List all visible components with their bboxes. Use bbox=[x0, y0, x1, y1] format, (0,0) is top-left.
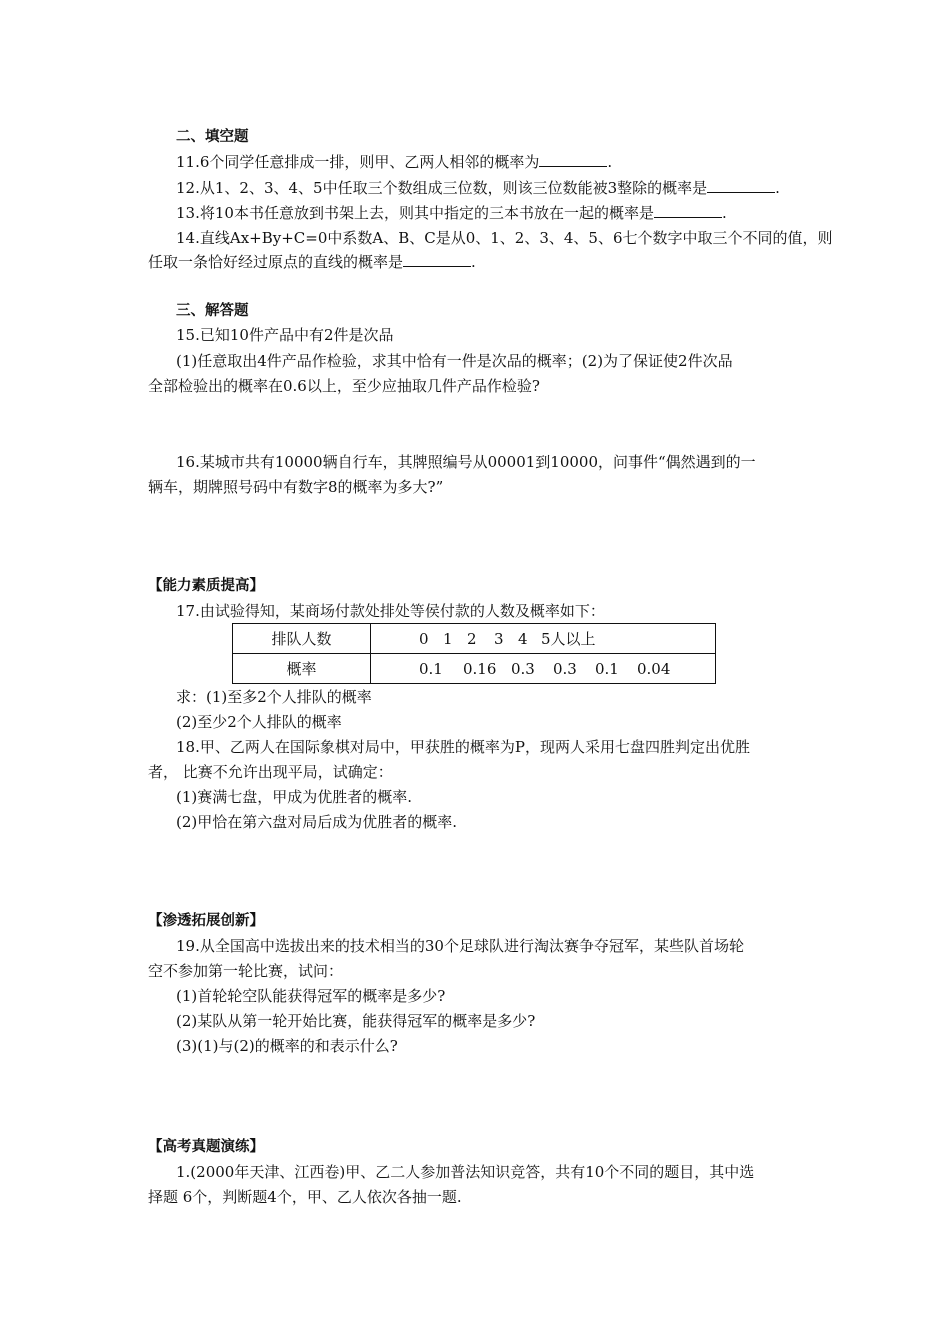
question-16-line1: 16.某城市共有10000辆自行车，其牌照编号从00001到10000，问事件“偶然遇到的一 bbox=[176, 453, 756, 471]
section-title-exam: 【高考真题演练】 bbox=[148, 1139, 264, 1155]
table-row bbox=[233, 624, 716, 654]
section-title-answer: 三、解答题 bbox=[176, 303, 249, 319]
question-17-part2: (2)至少2个人排队的概率 bbox=[176, 713, 342, 731]
table-value: 0.1 bbox=[419, 659, 443, 678]
answer-blank bbox=[403, 252, 471, 267]
table-value: 0.1 bbox=[595, 659, 619, 678]
table-value: 0 bbox=[419, 630, 429, 648]
question-18-line1: 18.甲、乙两人在国际象棋对局中，甲获胜的概率为P，现两人采用七盘四胜判定出优胜 bbox=[176, 738, 750, 756]
table-value: 5人以上 bbox=[541, 630, 596, 648]
question-18-line2: 者， 比赛不允许出现平局，试确定： bbox=[148, 763, 393, 781]
question-13: 13.将10本书任意放到书架上去，则其中指定的三本书放在一起的概率是 . bbox=[176, 204, 727, 222]
question-15-part1: (1)任意取出4件产品作检验，求其中恰有一件是次品的概率；(2)为了保证使2件次品 bbox=[176, 352, 733, 370]
table-cell-probability-values bbox=[371, 654, 716, 684]
exam-question-1-line2: 择题 6个，判断题4个，甲、乙人依次各抽一题. bbox=[148, 1188, 462, 1206]
question-18-part2: (2)甲恰在第六盘对局后成为优胜者的概率. bbox=[176, 813, 458, 831]
question-11: 11.6个同学任意排成一排，则甲、乙两人相邻的概率为 . bbox=[176, 153, 613, 171]
table-value: 1 bbox=[443, 630, 453, 648]
table-row bbox=[233, 654, 716, 684]
exam-question-1-line1: 1.(2000年天津、江西卷)甲、乙二人参加普法知识竞答，共有10个不同的题目，其中选 bbox=[176, 1163, 755, 1181]
question-16-line2: 辆车，期牌照号码中有数字8的概率为多大?” bbox=[148, 478, 444, 496]
table-cell-queue-values bbox=[371, 624, 716, 654]
question-19-line1: 19.从全国高中选拔出来的技术相当的30个足球队进行淘汰赛争夺冠军，某些队首场轮 bbox=[176, 937, 744, 955]
table-value: 0.3 bbox=[553, 659, 577, 678]
table-value: 0.04 bbox=[637, 659, 671, 678]
question-17: 17.由试验得知，某商场付款处排处等侯付款的人数及概率如下： bbox=[176, 602, 605, 620]
question-19-part3: (3)(1)与(2)的概率的和表示什么? bbox=[176, 1037, 398, 1055]
queue-probability-table bbox=[232, 623, 716, 684]
answer-blank bbox=[707, 178, 775, 193]
question-18-part1: (1)赛满七盘，甲成为优胜者的概率. bbox=[176, 788, 413, 806]
section-title-fill-in: 二、填空题 bbox=[176, 129, 249, 145]
question-12: 12.从1、2、3、4、5中任取三个数组成三位数，则该三位数能被3整除的概率是 . bbox=[176, 179, 780, 197]
answer-blank bbox=[654, 203, 722, 218]
question-19-line2: 空不参加第一轮比赛，试问： bbox=[148, 962, 344, 980]
question-19-part2: (2)某队从第一轮开始比赛，能获得冠军的概率是多少? bbox=[176, 1012, 536, 1030]
question-15-part2: 全部检验出的概率在0.6以上，至少应抽取几件产品作检验? bbox=[148, 377, 540, 395]
table-value: 3 bbox=[494, 630, 504, 648]
table-header-queue: 排队人数 bbox=[233, 624, 371, 654]
table-value: 0.3 bbox=[511, 659, 535, 678]
table-value: 4 bbox=[518, 630, 528, 648]
answer-blank bbox=[539, 152, 607, 167]
question-14-line2: 任取一条恰好经过原点的直线的概率是 . bbox=[148, 253, 476, 271]
question-14-line1: 14.直线Ax+By+C=0中系数A、B、C是从0、1、2、3、4、5、6七个数字中取三个不同的值，则 bbox=[176, 229, 833, 247]
table-value: 2 bbox=[467, 630, 477, 648]
section-title-ability: 【能力素质提高】 bbox=[148, 578, 264, 594]
section-title-extend: 【渗透拓展创新】 bbox=[148, 913, 264, 929]
question-15: 15.已知10件产品中有2件是次品 bbox=[176, 326, 394, 344]
question-17-part1: 求：(1)至多2个人排队的概率 bbox=[176, 688, 372, 706]
table-value: 0.16 bbox=[463, 659, 497, 678]
table-header-probability: 概率 bbox=[233, 654, 371, 684]
question-19-part1: (1)首轮轮空队能获得冠军的概率是多少? bbox=[176, 987, 446, 1005]
